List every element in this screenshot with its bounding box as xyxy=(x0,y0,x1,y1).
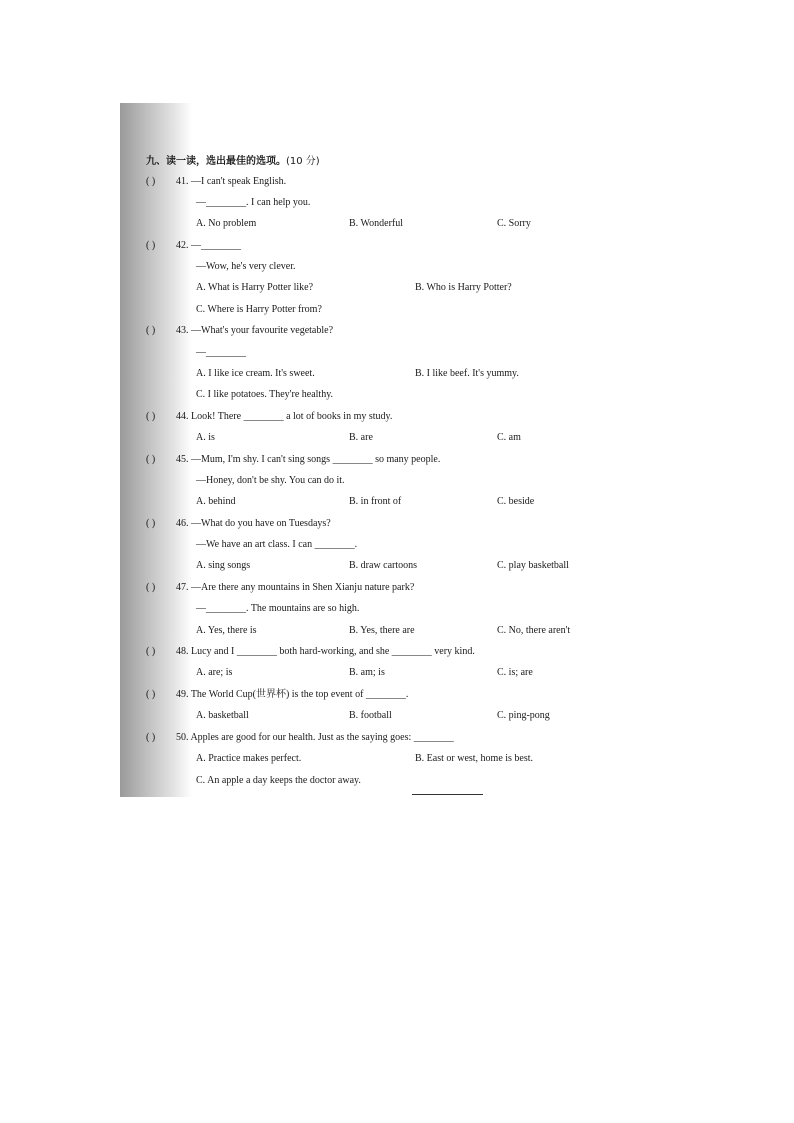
question-50: 50. Apples are good for our health. Just as the saying goes: ________ xyxy=(176,732,454,743)
question-43: 43. —What's your favourite vegetable? xyxy=(176,325,334,336)
answer-paren[interactable]: ( ) xyxy=(146,646,156,657)
answer-paren[interactable]: ( ) xyxy=(146,240,156,251)
option-c[interactable]: C. An apple a day keeps the doctor away. xyxy=(196,775,361,786)
question-42: 42. —________ xyxy=(176,240,241,251)
question-line: —________ xyxy=(196,347,246,358)
question-number: 47 xyxy=(176,582,186,593)
answer-paren[interactable]: ( ) xyxy=(146,176,156,187)
question-44: 44. Look! There ________ a lot of books in my study. xyxy=(176,411,393,422)
option-c[interactable]: C. ping-pong xyxy=(497,710,550,721)
question-line: Lucy and I ________ both hard-working, and she ________ very kind. xyxy=(191,646,475,657)
option-a[interactable]: A. basketball xyxy=(196,710,249,721)
question-number: 48 xyxy=(176,646,186,657)
option-b[interactable]: B. Wonderful xyxy=(349,218,404,229)
question-line: —What's your favourite vegetable? xyxy=(191,325,334,336)
question-line: —Wow, he's very clever. xyxy=(196,261,296,272)
answer-paren[interactable]: ( ) xyxy=(146,582,156,593)
section-points: (10 分) xyxy=(286,156,320,167)
option-c[interactable]: C. Sorry xyxy=(497,218,531,229)
option-c[interactable]: C. is; are xyxy=(497,667,533,678)
answer-paren[interactable]: ( ) xyxy=(146,325,156,336)
question-46: 46. —What do you have on Tuesdays? xyxy=(176,518,331,529)
question-line: —I can't speak English. xyxy=(191,176,287,187)
answer-paren[interactable]: ( ) xyxy=(146,411,156,422)
question-line: —Honey, don't be shy. You can do it. xyxy=(196,475,345,486)
option-a[interactable]: A. are; is xyxy=(196,667,233,678)
answer-paren[interactable]: ( ) xyxy=(146,689,156,700)
question-number: 42 xyxy=(176,240,186,251)
question-number: 41 xyxy=(176,176,186,187)
option-c[interactable]: C. am xyxy=(497,432,521,443)
question-41: 41. —I can't speak English. xyxy=(176,176,287,187)
option-b[interactable]: B. Yes, there are xyxy=(349,625,415,636)
question-line: —We have an art class. I can ________. xyxy=(196,539,358,550)
question-line: The World Cup(世界杯) is the top event of ________. xyxy=(190,689,409,700)
section-title-text: 九、读一读，选出最佳的选项。 xyxy=(146,156,286,167)
answer-paren[interactable]: ( ) xyxy=(146,454,156,465)
question-49: 49. The World Cup(世界杯) is the top event of ________. xyxy=(176,689,409,700)
question-number: 49 xyxy=(176,689,186,700)
question-line: Apples are good for our health. Just as the saying goes: ________ xyxy=(190,732,454,743)
option-c[interactable]: C. Where is Harry Potter from? xyxy=(196,304,322,315)
question-number: 50 xyxy=(176,732,186,743)
option-b[interactable]: B. am; is xyxy=(349,667,385,678)
question-number: 45 xyxy=(176,454,186,465)
question-47: 47. —Are there any mountains in Shen Xianju nature park? xyxy=(176,582,415,593)
option-a[interactable]: A. What is Harry Potter like? xyxy=(196,282,314,293)
section-title xyxy=(146,152,320,167)
option-c[interactable]: C. play basketball xyxy=(497,560,569,571)
option-a[interactable]: A. behind xyxy=(196,496,236,507)
question-number: 43 xyxy=(176,325,186,336)
question-line: —Mum, I'm shy. I can't sing songs ________ so many people. xyxy=(191,454,441,465)
question-line: —Are there any mountains in Shen Xianju nature park? xyxy=(191,582,415,593)
option-b[interactable]: B. in front of xyxy=(349,496,402,507)
option-a[interactable]: A. Yes, there is xyxy=(196,625,257,636)
question-number: 44 xyxy=(176,411,186,422)
question-line: Look! There ________ a lot of books in my study. xyxy=(191,411,393,422)
question-45: 45. —Mum, I'm shy. I can't sing songs ________ so many people. xyxy=(176,454,441,465)
answer-paren[interactable]: ( ) xyxy=(146,518,156,529)
question-line: —________ xyxy=(191,240,241,251)
option-a[interactable]: A. sing songs xyxy=(196,560,251,571)
option-b[interactable]: B. East or west, home is best. xyxy=(415,753,534,764)
option-c[interactable]: C. No, there aren't xyxy=(497,625,571,636)
question-line: —What do you have on Tuesdays? xyxy=(191,518,331,529)
option-a[interactable]: A. I like ice cream. It's sweet. xyxy=(196,368,315,379)
option-c[interactable]: C. beside xyxy=(497,496,535,507)
question-line: —________. The mountains are so high. xyxy=(196,603,360,614)
question-48: 48. Lucy and I ________ both hard-working, and she ________ very kind. xyxy=(176,646,475,657)
option-b[interactable]: B. are xyxy=(349,432,373,443)
option-a[interactable]: A. Practice makes perfect. xyxy=(196,753,302,764)
option-b[interactable]: B. Who is Harry Potter? xyxy=(415,282,512,293)
option-b[interactable]: B. football xyxy=(349,710,392,721)
bottom-rule xyxy=(412,794,483,795)
option-b[interactable]: B. I like beef. It's yummy. xyxy=(415,368,519,379)
option-c[interactable]: C. I like potatoes. They're healthy. xyxy=(196,389,334,400)
question-line: —________. I can help you. xyxy=(196,197,311,208)
option-a[interactable]: A. is xyxy=(196,432,215,443)
option-a[interactable]: A. No problem xyxy=(196,218,257,229)
question-number: 46 xyxy=(176,518,186,529)
option-b[interactable]: B. draw cartoons xyxy=(349,560,418,571)
answer-paren[interactable]: ( ) xyxy=(146,732,156,743)
